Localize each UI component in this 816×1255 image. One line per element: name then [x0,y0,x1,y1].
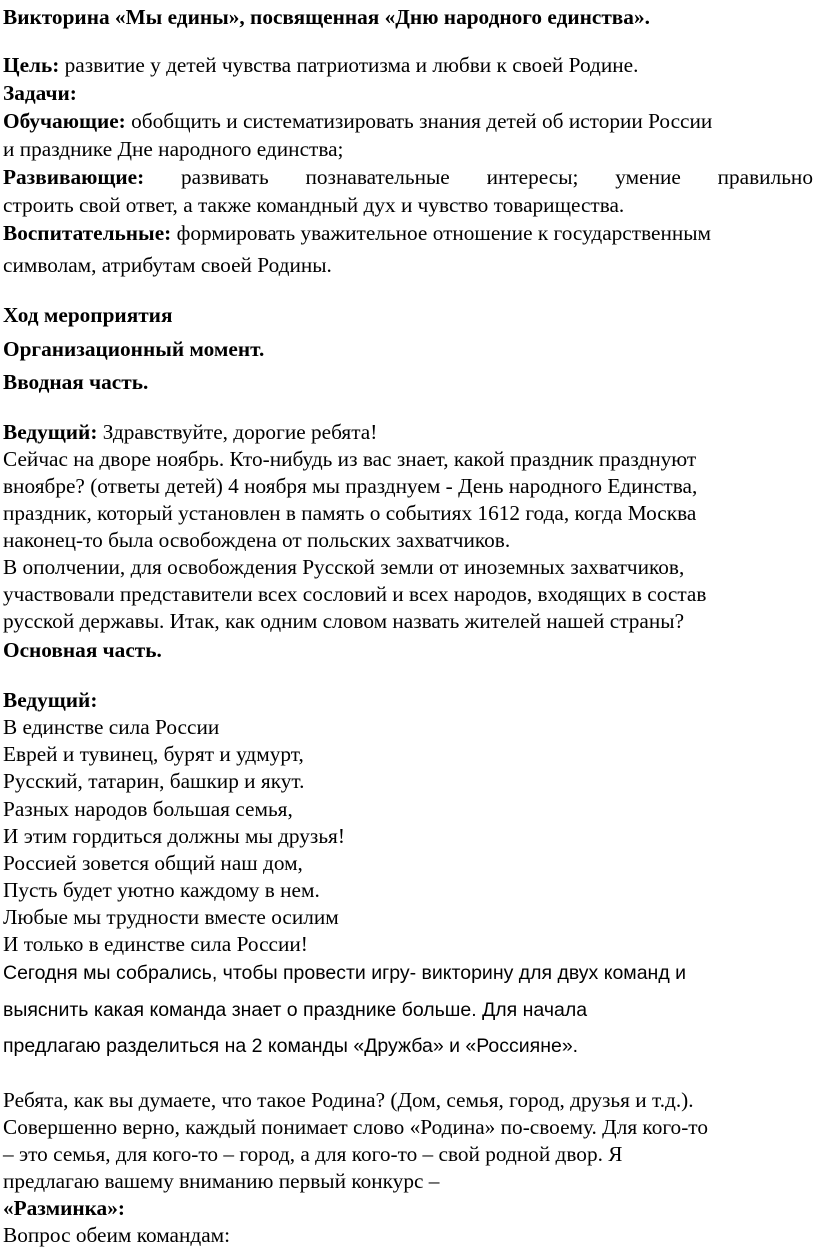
educational-label: Воспитательные: [3,221,172,245]
intro-part-heading: Вводная часть. [3,370,149,394]
tasks-heading: Задачи: [3,81,77,105]
educational-task-line-1: Воспитательные: формировать уважительное отношение к государственным [3,221,712,245]
host-label: Ведущий: [3,420,98,444]
intro-paragraph-line: вноябре? (ответы детей) 4 ноября мы празднуем - День народного Единства, [3,474,698,498]
main-part-heading: Основная часть. [3,638,162,662]
host-poem-label: Ведущий: [3,688,98,712]
question-both-teams: Вопрос обеим командам: [3,1223,231,1247]
goal-text: развитие у детей чувства патриотизма и любви к своей Родине. [64,53,639,77]
poem-line: И только в единстве сила России! [3,932,308,956]
intro-paragraph-line: праздник, который установлен в память о событиях 1612 года, когда Москва [3,501,697,525]
poem-line: Еврей и тувинец, бурят и удмурт, [3,742,304,766]
teaching-task-line-2: и празднике Дне народного единства; [3,137,344,161]
poem-line: Любые мы трудности вместе осилим [3,905,339,929]
teaching-task-line-1: Обучающие: обобщить и систематизировать знания детей об истории России [3,109,713,133]
homeland-line: Совершенно верно, каждый понимает слово «Родина» по-своему. Для кого-то [3,1115,708,1139]
warmup-heading: «Разминка»: [3,1196,125,1220]
intro-paragraph-line: наконец-то была освобождена от польских захватчиков. [3,528,511,552]
poem-line: Русский, татарин, башкир и якут. [3,769,305,793]
homeland-line: предлагаю вашему вниманию первый конкурс – [3,1169,440,1193]
host-greeting: Ведущий: Здравствуйте, дорогие ребята! [3,420,378,444]
goal-label: Цель: [3,53,60,77]
quiz-intro-line: Сегодня мы собрались, чтобы провести игру- викторину для двух команд и [3,962,687,984]
poem-line: И этим гордиться должны мы друзья! [3,824,345,848]
teaching-label: Обучающие: [3,109,126,133]
poem-line: Разных народов большая семья, [3,797,293,821]
developing-task-line-1: Развивающие: развивать познавательные интересы; умение правильно [3,164,813,192]
intro-paragraph-line: В ополчении, для освобождения Русской земли от иноземных захватчиков, [3,555,685,579]
quiz-intro-line: предлагаю разделиться на 2 команды «Дружба» и «Россияне». [3,1035,579,1057]
intro-paragraph-line: участвовали представители всех сословий и всех народов, входящих в состав [3,582,707,606]
org-moment-heading: Организационный момент. [3,337,265,361]
homeland-line: – это семья, для кого-то – город, а для кого-то – свой родной двор. Я [3,1142,623,1166]
intro-paragraph-line: Сейчас на дворе ноябрь. Кто-нибудь из вас знает, какой праздник празднуют [3,447,697,471]
intro-paragraph-line: русской державы. Итак, как одним словом назвать жителей нашей страны? [3,609,685,633]
developing-label: Развивающие: [3,165,145,189]
educational-task-line-2: символам, атрибутам своей Родины. [3,253,332,277]
goal-line [3,52,638,80]
developing-task-line-2: строить свой ответ, а также командный дух и чувство товарищества. [3,193,625,217]
poem-line: В единстве сила России [3,715,220,739]
document-title: Викторина «Мы едины», посвященная «Дню народного единства». [3,5,650,29]
quiz-intro-line: выяснить какая команда знает о празднике больше. Для начала [3,999,588,1021]
poem-line: Пусть будет уютно каждому в нем. [3,878,320,902]
event-heading: Ход мероприятия [3,303,173,327]
poem-line: Россией зовется общий наш дом, [3,851,303,875]
homeland-line: Ребята, как вы думаете, что такое Родина? (Дом, семья, город, друзья и т.д.). [3,1088,694,1112]
